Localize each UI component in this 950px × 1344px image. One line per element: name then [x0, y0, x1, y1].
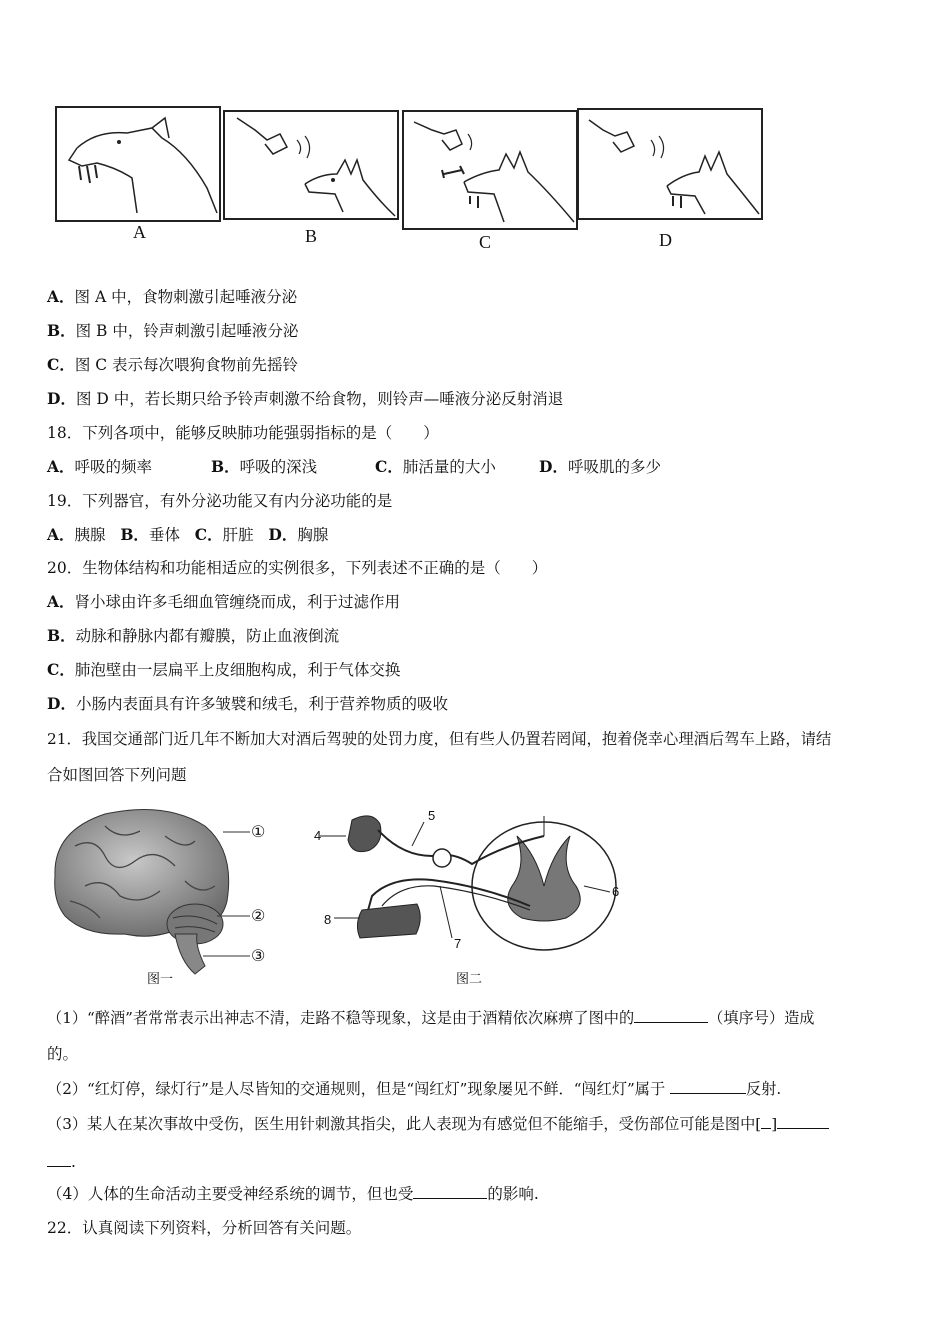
q17-option-c: C．图 C 表示每次喂狗食物前先摇铃 — [47, 355, 299, 374]
q17-option-d: D．图 D 中，若长期只给予铃声刺激不给食物，则铃声—唾液分泌反射消退 — [47, 389, 564, 408]
q21-sub1-line2: 的。 — [47, 1045, 79, 1063]
figure-1-caption: 图一 — [147, 972, 174, 987]
reflex-arc-figure — [312, 806, 632, 991]
brain-drawing — [45, 806, 275, 991]
sub3-answer-blank[interactable] — [777, 1114, 829, 1129]
q21-stem-line2: 合如图回答下列问题 — [47, 766, 187, 784]
figure-2-caption: 图二 — [456, 972, 483, 987]
q20-stem: 20．生物体结构和功能相适应的实例很多，下列表述不正确的是（ ） — [47, 559, 548, 577]
panel-c — [402, 110, 578, 230]
brain-label-3: ③ — [251, 946, 266, 965]
q20-option-c: C．肺泡壁由一层扁平上皮细胞构成，利于气体交换 — [47, 660, 401, 679]
q20-option-d: D．小肠内表面具有许多皱襞和绒毛，利于营养物质的吸收 — [47, 694, 448, 713]
sub3-answer-blank-cont[interactable] — [47, 1152, 71, 1167]
reflex-arc-drawing — [312, 806, 632, 991]
panel-d-label: D — [659, 230, 672, 250]
brain-figure — [45, 806, 275, 991]
q21-sub4: （4）人体的生命活动主要受神经系统的调节，但也受 的影响. — [47, 1185, 539, 1203]
arc-label-5: 5 — [428, 808, 436, 823]
q19-options: A．胰腺 B．垂体 C．肝脏 D．胸腺 — [47, 525, 329, 544]
panel-b-label: B — [305, 226, 318, 246]
q19-stem: 19．下列器官，有外分泌功能又有内分泌功能的是 — [47, 492, 393, 510]
sub2-answer-blank[interactable] — [670, 1079, 746, 1094]
dog-experiment-figure — [47, 100, 767, 260]
brain-label-2: ② — [251, 906, 266, 925]
q21-sub2: （2）“红灯停，绿灯行”是人尽皆知的交通规则，但是“闯红灯”现象屡见不鲜．“闯红灯”属于 反射. — [47, 1080, 782, 1098]
sub4-answer-blank[interactable] — [413, 1184, 487, 1199]
arc-label-8: 8 — [324, 912, 332, 927]
panel-a — [55, 106, 221, 222]
q22-stem: 22．认真阅读下列资料，分析回答有关问题。 — [47, 1219, 362, 1237]
brain-label-1: ① — [251, 822, 266, 841]
q18-stem: 18．下列各项中，能够反映肺功能强弱指标的是（ ） — [47, 424, 439, 442]
sub3-number-blank[interactable] — [761, 1114, 771, 1129]
dog-eating-drawing — [57, 108, 219, 220]
arc-label-7: 7 — [454, 936, 462, 951]
q20-option-a: A．肾小球由许多毛细血管缠绕而成，利于过滤作用 — [47, 592, 401, 611]
dog-bell-food-drawing — [404, 112, 576, 228]
arc-label-4: 4 — [314, 828, 322, 843]
q18-options: A．呼吸的频率 B．呼吸的深浅 C．肺活量的大小 D．呼吸肌的多少 — [47, 457, 661, 476]
sub1-answer-blank[interactable] — [634, 1008, 708, 1023]
q21-stem-line1: 21．我国交通部门近几年不断加大对酒后驾驶的处罚力度，但有些人仍置若罔闻，抱着侥幸心理酒后驾车上路，请结 — [47, 730, 832, 748]
panel-c-label: C — [479, 232, 492, 252]
q21-sub3-line2: . — [47, 1152, 76, 1172]
panel-d — [577, 108, 763, 220]
panel-b — [223, 110, 399, 220]
dog-bell-drawing — [225, 112, 397, 218]
q21-sub1: （1）“醉酒”者常常表示出神志不清，走路不稳等现象，这是由于酒精依次麻痹了图中的 （填序号）造成 — [47, 1009, 815, 1027]
arc-label-6: 6 — [612, 884, 620, 899]
dog-bell-salivating-drawing — [579, 110, 761, 218]
panel-a-label: A — [133, 222, 146, 242]
q17-option-b: B．图 B 中，铃声刺激引起唾液分泌 — [47, 321, 299, 340]
q20-option-b: B．动脉和静脉内都有瓣膜，防止血液倒流 — [47, 626, 340, 645]
q17-option-a: A．图 A 中，食物刺激引起唾液分泌 — [47, 287, 298, 306]
q21-sub3: （3）某人在某次事故中受伤，医生用针刺激其指尖，此人表现为有感觉但不能缩手，受伤部位可能是图中[ ] — [47, 1114, 829, 1134]
